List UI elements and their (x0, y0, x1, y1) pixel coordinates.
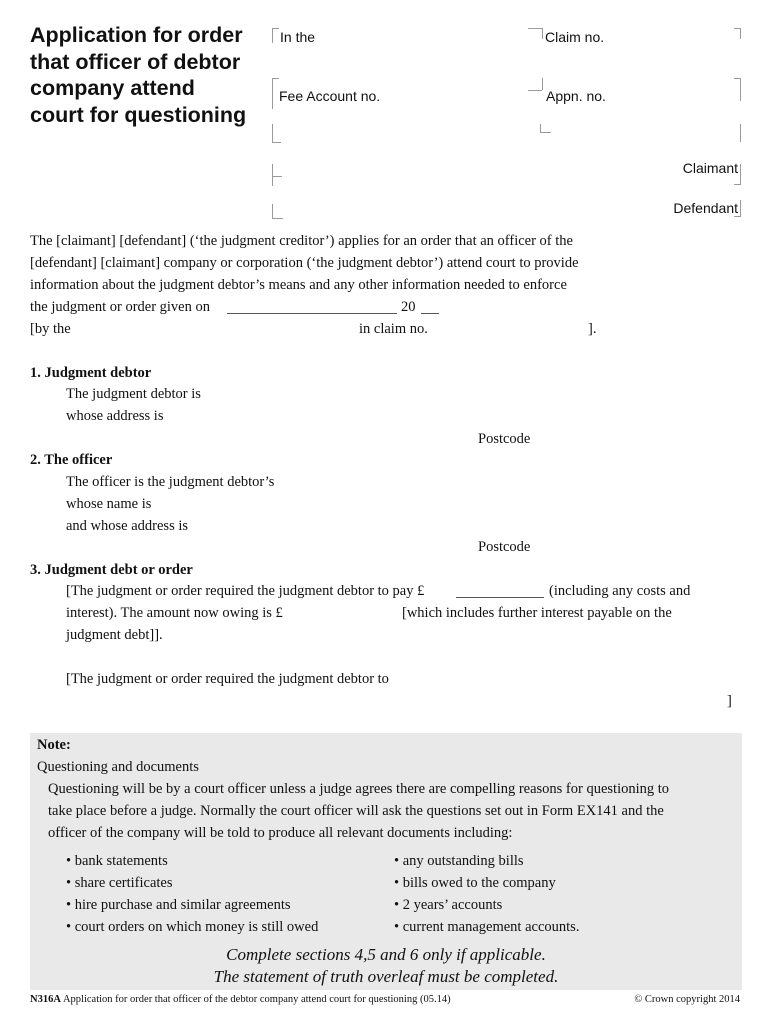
defendant-field-corner (272, 204, 283, 219)
judgment-date-field[interactable] (227, 313, 397, 314)
in-the-label: In the (280, 29, 316, 45)
claimant-label: Claimant (682, 160, 738, 176)
footer-form-reference (30, 994, 451, 1005)
note-paragraph-line: officer of the company will be told to produce all relevant documents including: (48, 825, 513, 841)
note-instruction-statement: The statement of truth overleaf must be completed. (213, 967, 559, 986)
judgment-debtor-label: The judgment debtor is (66, 386, 201, 402)
document-list-item: • bank statements (66, 853, 168, 869)
document-list-item: • bills owed to the company (394, 875, 556, 891)
intro-line: The [claimant] [defendant] (‘the judgment creditor’) applies for an order that an officer of the (30, 233, 573, 249)
judgment-year-label: 20 (401, 299, 416, 315)
section-heading-judgment-debtor: 1. Judgment debtor (30, 365, 152, 381)
note-paragraph-line: take place before a judge. Normally the court officer will ask the questions set out in Form EX141 and the (48, 803, 664, 819)
in-claim-no-label: in claim no. (359, 321, 428, 337)
judgment-order-required-label: [The judgment or order required the judgment debtor to (66, 671, 389, 687)
document-list-item: • court orders on which money is still owed (66, 919, 319, 935)
appn-no-field-corner (734, 78, 741, 101)
appn-no-label: Appn. no. (546, 88, 606, 104)
intro-line: [defendant] [claimant] company or corporation (‘the judgment debtor’) attend court to provide (30, 255, 579, 271)
claim-no-field-corner (734, 28, 741, 39)
judgment-pay-label: [The judgment or order required the judgment debtor to pay £ (66, 583, 425, 599)
document-list-item: • current management accounts. (394, 919, 580, 935)
claimant-field-corner (272, 164, 281, 186)
claim-no-label: Claim no. (545, 29, 605, 45)
amount-owing-label: interest). The amount now owing is £ (66, 605, 283, 621)
form-title-line: court for questioning (30, 102, 247, 127)
note-instruction-sections: Complete sections 4,5 and 6 only if applicable. (226, 945, 546, 964)
form-title (30, 22, 246, 128)
section-heading-officer: 2. The officer (30, 452, 113, 468)
officer-address-label: and whose address is (66, 518, 189, 534)
form-title-line: company attend (30, 76, 195, 100)
form-title-line: that officer of debtor (30, 49, 241, 74)
officer-postcode-label: Postcode (478, 539, 531, 555)
document-list-item: • hire purchase and similar agreements (66, 897, 291, 913)
bracket-close-order: ] (727, 693, 732, 709)
document-list-item: • 2 years’ accounts (394, 897, 503, 913)
fee-account-no-label: Fee Account no. (279, 88, 381, 104)
in-the-field-corner-right (528, 28, 543, 39)
form-description: Application for order that officer of the debtor company attend court for questioning (05.14) (60, 994, 451, 1005)
document-list-item: • share certificates (66, 875, 173, 891)
party-field-corner (272, 124, 281, 143)
in-the-field-corner (272, 28, 279, 43)
section-heading-judgment-debt: 3. Judgment debt or order (30, 562, 193, 578)
document-list-item: • any outstanding bills (394, 853, 524, 869)
judgment-debt-label: judgment debt]]. (66, 627, 163, 643)
note-subtitle: Questioning and documents (37, 759, 199, 775)
officer-role-label: The officer is the judgment debtor’s (66, 474, 275, 490)
fee-account-field-corner-right (532, 78, 543, 90)
intro-line: information about the judgment debtor’s means and any other information needed to enforce (30, 277, 567, 293)
note-title: Note: (37, 737, 71, 753)
footer-copyright: © Crown copyright 2014 (634, 994, 740, 1005)
form-code: N316A (30, 994, 61, 1005)
officer-name-label: whose name is (66, 496, 152, 512)
judgment-amount-field[interactable] (456, 597, 544, 598)
claimant-field-tick (272, 176, 282, 177)
debtor-address-label: whose address is (66, 408, 164, 424)
form-title-line: Application for order (30, 23, 243, 47)
judgment-year-field[interactable] (421, 313, 439, 314)
further-interest-label: [which includes further interest payable on the (402, 605, 672, 621)
fee-account-divider (528, 90, 542, 91)
by-the-label: [by the (30, 321, 71, 337)
defendant-label: Defendant (673, 200, 738, 216)
note-paragraph-line: Questioning will be by a court officer unless a judge agrees there are compelling reasons for questioning to (48, 781, 670, 797)
fee-account-field-corner (272, 78, 279, 109)
debtor-postcode-label: Postcode (478, 431, 531, 447)
bracket-close: ]. (588, 321, 597, 337)
judgment-date-label: the judgment or order given on (30, 299, 210, 315)
party-field-corner-mid (540, 124, 551, 133)
party-field-corner-right (734, 124, 741, 142)
including-costs-label: (including any costs and (549, 583, 691, 599)
